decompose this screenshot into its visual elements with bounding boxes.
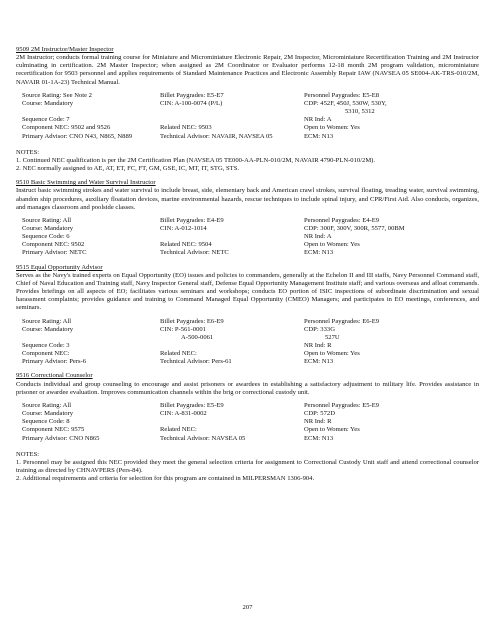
detail-cell: Personnel Paygrades: E4-E9 (304, 216, 380, 224)
section-description: Serves as the Navy's trained experts on Equal Opportunity (EO) issues and policies to commanders, generally at the Echelon II and III staffs, Navy Personnel Command staff, Chief of Naval Education and Training staff, Navy Inspector General staff, Defense Equal Opportunity Management Institute staff; and various overseas and afloat commands. Provides briefings on all aspects of EO; facilitates various seminars and workshops; conducts EO portion of ISIC inspections of subordinate discrimination and sexual harassment complaints; provides guidance and training to Command Managed Equal Opportunity (CMEO) Managers; and participates in EO meetings, conferences, and seminars. (16, 271, 479, 312)
detail-cell: 527U (325, 333, 340, 341)
detail-cell: ECM: N13 (304, 358, 334, 366)
detail-cell: Open to Women: Yes (304, 124, 360, 132)
detail-cell (160, 342, 304, 350)
detail-cell: Primary Advisor: CNO N865 (22, 434, 100, 442)
detail-cell: Technical Advisor: NAVAIR, NAVSEA 05 (160, 132, 273, 140)
detail-cell: Component NEC: 9502 (22, 241, 85, 249)
detail-cell: Open to Women: Yes (304, 426, 360, 434)
detail-cell: Open to Women: Yes (304, 350, 360, 358)
detail-cell: Course: Mandatory (22, 224, 74, 232)
section-title: 9509 2M Instructor/Master Inspector (16, 46, 114, 53)
nec-section-9515 (16, 264, 479, 367)
detail-cell: Component NEC: 9502 and 9526 (22, 124, 111, 132)
detail-cell: Sequence Code: 6 (22, 233, 70, 241)
detail-cell: Component NEC: 9575 (22, 426, 85, 434)
nec-section-9516 (16, 372, 479, 483)
note-item: 2. NEC normally assigned to AE, AT, ET, FC, FT, GM, GSE, IC, MT, IT, STG, STS. (16, 165, 240, 173)
detail-cell: Source Rating: See Note 2 (22, 91, 92, 99)
detail-cell: Sequence Code: 8 (22, 418, 70, 426)
detail-cell: Personnel Paygrades: E5-E9 (304, 401, 380, 409)
notes-heading: NOTES: (16, 148, 40, 156)
detail-cell: Billet Paygrades: E4-E9 (160, 216, 224, 224)
note-item: 2. Additional requirements and criteria for selection for this program are contained in MILPERSMAN 1306-904. (16, 475, 315, 483)
detail-cell: CDP: 300F, 300V, 300R, 5577, 00BM (304, 224, 405, 232)
detail-cell: CIN: P-561-0001 (160, 325, 206, 333)
detail-cell: CIN: A-831-0002 (160, 410, 207, 418)
detail-cell (160, 233, 304, 241)
detail-cell (22, 108, 160, 116)
nec-section-9509 (16, 46, 479, 173)
detail-cell: Source Rating: All (22, 216, 72, 224)
detail-cell: ECM: N13 (304, 434, 334, 442)
detail-cell: NR Ind: A (304, 233, 332, 241)
detail-cell: CDP: 572D (304, 410, 335, 418)
note-item: 1. Continued NEC qualification is per the 2M Certification Plan (NAVSEA 05 TE000-AA-PLN-010/2M, NAVAIR 4790-PLN-010/2M). (16, 156, 376, 164)
detail-cell: Related NEC: (160, 426, 197, 434)
detail-cell: Source Rating: All (22, 317, 72, 325)
detail-cell (160, 108, 304, 116)
section-description: Conducts individual and group counseling to encourage and assist prisoners or awardees in establishing a satisfactory adjustment to military life. Provides assistance in prisoner or awardee evaluation. Improves communication channels within the brig or correctional custody unit. (16, 380, 479, 396)
detail-cell: Course: Mandatory (22, 410, 74, 418)
detail-cell: Billet Paygrades: E5-E9 (160, 401, 224, 409)
detail-cell: Personnel Paygrades: E6-E9 (304, 317, 380, 325)
section-title: 9516 Correctional Counselor (16, 372, 93, 380)
detail-cell (160, 116, 304, 124)
detail-cell: NR Ind: R (304, 342, 332, 349)
detail-cell: Sequence Code: 3 (22, 342, 70, 349)
detail-cell: Sequence Code: 7 (22, 116, 70, 124)
detail-cell: ECM: N13 (304, 132, 334, 140)
detail-cell: Related NEC: 9504 (160, 241, 212, 249)
detail-cell: NR Ind: R (304, 418, 332, 426)
detail-cell: Open to Women: Yes (304, 241, 360, 249)
detail-cell: Course: Mandatory (22, 99, 74, 107)
section-details (16, 217, 479, 258)
detail-cell: Billet Paygrades: E5-E7 (160, 91, 224, 99)
detail-cell: Related NEC: 9503 (160, 124, 212, 132)
detail-cell: Primary Advisor: NETC (22, 249, 87, 257)
detail-cell: NR Ind: A (304, 116, 332, 124)
detail-cell (22, 334, 160, 342)
detail-cell (160, 418, 304, 426)
detail-cell: CIN: A-100-0074 (P/L) (160, 99, 223, 107)
section-title: 9510 Basic Swimming and Water Survival Instructor (16, 179, 156, 187)
section-title: 9515 Equal Opportunity Advisor (16, 263, 103, 271)
detail-cell: Component NEC: (22, 350, 70, 358)
detail-cell: CDP: 452F, 450J, 530W, 530Y, (304, 99, 387, 107)
notes-heading: NOTES: (16, 450, 40, 458)
page-number: 207 (242, 604, 253, 611)
section-details (16, 318, 479, 367)
detail-cell: ECM: N13 (304, 249, 334, 257)
detail-cell: Technical Advisor: Pers-61 (160, 358, 232, 366)
note-item: 1. Personnel may be assigned this NEC provided they meet the general selection criteria for assignment to Correctional Custody Unit staff and attend correctional counselor training as directed by CHNAVPERS (Pers-84). (16, 458, 479, 475)
detail-cell: Billet Paygrades: E6-E9 (160, 317, 224, 325)
detail-cell: CDP: 333G (304, 325, 335, 333)
detail-cell: Related NEC: (160, 350, 197, 358)
detail-cell: Technical Advisor: NETC (160, 249, 229, 257)
detail-cell: 5310, 5312 (345, 108, 375, 116)
detail-cell: Course: Mandatory (22, 325, 74, 333)
detail-cell: Technical Advisor: NAVSEA 05 (160, 434, 246, 442)
section-details (16, 92, 479, 141)
detail-cell: Source Rating: All (22, 401, 72, 409)
nec-section-9510 (16, 179, 479, 257)
detail-cell: A-500-0061 (181, 333, 214, 341)
section-description: 2M Instructor; conducts formal training course for Miniature and Microminiature Electronic Repair, 2M Inspector, Microminiature Recertification Training and 2M Instructor culminating in certification. 2M Master Inspector; when assigned as 2M Coordinator or Evaluator performs 12-18 month 2M program validation, microminiature recertification for 9503 personnel and applies requirements of Standard Maintenance Practices and Electronic Assembly Repair IAW (NAVSEA 05 SE004-AK-TRS-010/2M, NAVAIR 01-1A-23) Technical Manual. (16, 54, 479, 86)
section-details (16, 402, 479, 443)
detail-cell: Personnel Paygrades: E5-E8 (304, 91, 380, 99)
detail-cell: Primary Advisor: CNO N43, N865, N889 (22, 132, 133, 140)
detail-cell: Primary Advisor: Pers-6 (22, 358, 87, 366)
detail-cell: CIN: A-012-1014 (160, 224, 207, 232)
section-description: Instruct basic swimming strokes and water survival to include breast, side, elementary back and American crawl strokes, survival floating, treading water, survival swimming, abandon ship procedures, auxiliary floatation devices, marine environmental hazards, rescue techniques to include spinal injury, and CPR/First Aid. Also conducts, organizes, and manages classroom and poolside classes. (16, 187, 479, 211)
